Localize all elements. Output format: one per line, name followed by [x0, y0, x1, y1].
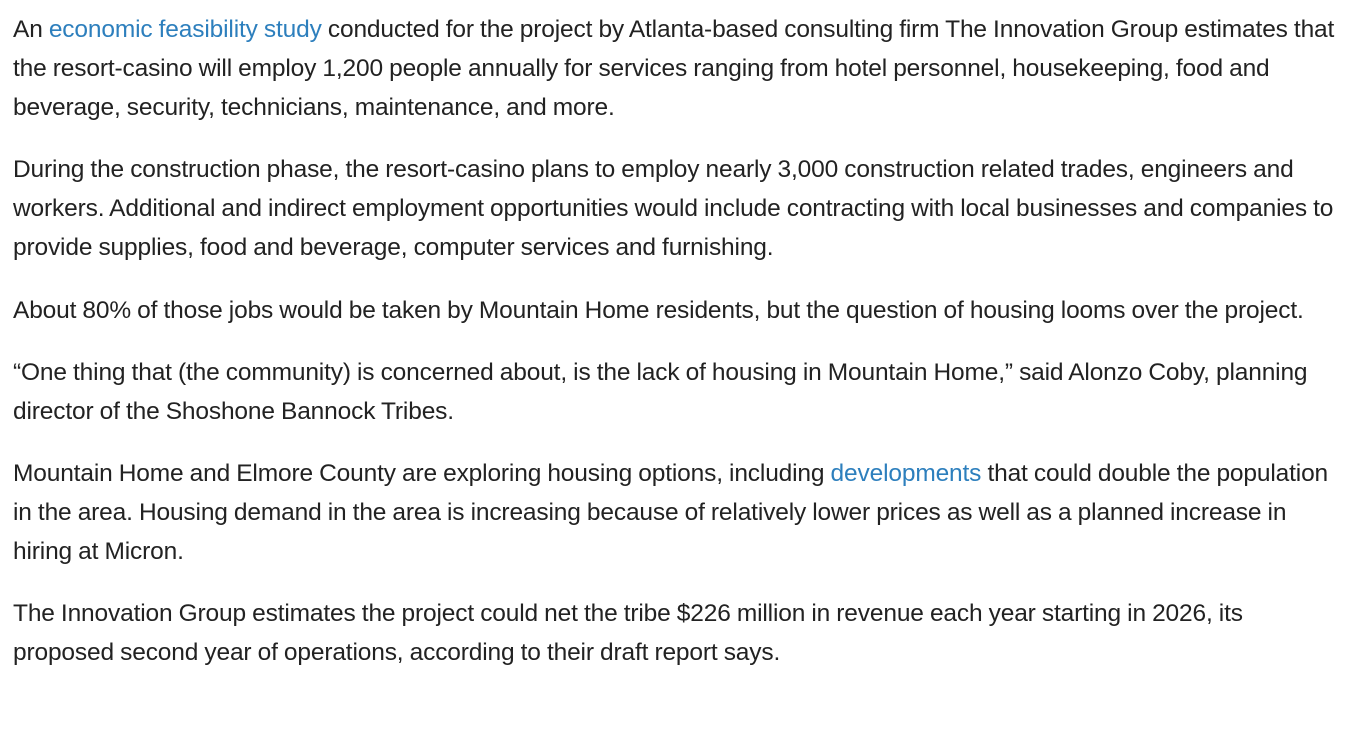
paragraph-local-jobs: About 80% of those jobs would be taken by Mountain Home residents, but the question of housing looms over the project.: [13, 296, 1304, 324]
paragraph-text: Mountain Home and Elmore County are exploring housing options, including: [13, 459, 831, 487]
paragraph-feasibility-study: [13, 10, 1343, 127]
paragraph-quote-alonzo-coby: “One thing that (the community) is concerned about, is the lack of housing in Mountain Home,” said Alonzo Coby, planning director of the Shoshone Bannock Tribes.: [13, 358, 1308, 425]
paragraph-housing-options: [13, 454, 1343, 571]
paragraph-text: conducted for the project by Atlanta-based consulting firm The Innovation Group estimates that the resort-casino will employ 1,200 people annually for services ranging from hotel personnel, housekeeping, food and beverage, security, technicians, maintenance, and more.: [13, 16, 1335, 122]
economic-feasibility-study-link[interactable]: economic feasibility study: [48, 16, 322, 43]
developments-link[interactable]: developments: [830, 459, 982, 487]
paragraph-text: that could double the population in the area. Housing demand in the area is increasing because of relatively lower prices as well as a planned increase in hiring at Micron.: [13, 459, 1329, 566]
paragraph-text: An: [13, 16, 49, 43]
paragraph-construction-phase: During the construction phase, the resort-casino plans to employ nearly 3,000 construction related trades, engineers and workers. Additional and indirect employment opportunities would include contracting with local businesses and companies to provide supplies, food and beverage, computer services and furnishing.: [13, 156, 1334, 262]
paragraph-revenue-estimate: The Innovation Group estimates the project could net the tribe $226 million in revenue each year starting in 2026, its proposed second year of operations, according to their draft report says.: [13, 600, 1243, 667]
article-body: [13, 10, 1343, 695]
